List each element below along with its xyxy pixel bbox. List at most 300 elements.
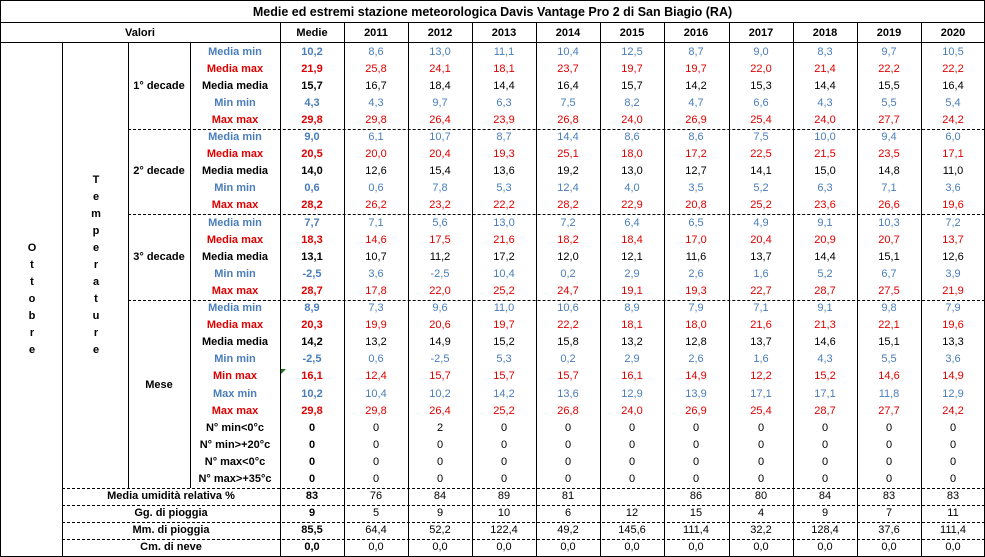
- year-value: 12,4: [365, 370, 387, 383]
- year-value: 0: [436, 455, 444, 468]
- year-value: 14,2: [685, 79, 707, 92]
- year-value: 12: [625, 507, 639, 520]
- year-value: 13,0: [493, 216, 515, 229]
- year-value: 13,7: [750, 336, 772, 349]
- row-label: Media media: [201, 79, 269, 92]
- row-label: Max min: [212, 387, 257, 400]
- year-value: 18,0: [685, 319, 707, 332]
- year-value: 12,4: [557, 182, 579, 195]
- year-value: 12,8: [685, 336, 707, 349]
- year-value: 7,2: [945, 216, 961, 229]
- year-value: 7,5: [560, 96, 576, 109]
- grid-line: [857, 22, 858, 556]
- year-value: 26,8: [557, 404, 579, 417]
- year-value: 3,5: [688, 182, 704, 195]
- group-label: Mese: [145, 378, 173, 391]
- year-value: 2,9: [624, 353, 640, 366]
- year-value: 17,2: [493, 250, 515, 263]
- year-value: 19,6: [942, 199, 964, 212]
- year-value: 0: [628, 455, 636, 468]
- group-label: 1° decade: [133, 79, 185, 92]
- year-value: 0: [885, 438, 893, 451]
- section-letter: e: [92, 242, 100, 254]
- row-label: Max max: [211, 404, 259, 417]
- year-value: 23,5: [878, 148, 900, 161]
- year-value: 21,3: [814, 319, 836, 332]
- year-value: 2,6: [688, 267, 704, 280]
- year-value: 9,8: [881, 302, 897, 315]
- year-value: 0,0: [432, 541, 448, 554]
- year-value: 25,4: [750, 404, 772, 417]
- year-value: 14,2: [493, 387, 515, 400]
- year-value: 20,4: [750, 233, 772, 246]
- year-value: 22,2: [942, 62, 964, 75]
- summary-label: Mm. di pioggia: [132, 524, 210, 537]
- year-value: 0: [500, 473, 508, 486]
- year-value: 10: [497, 507, 511, 520]
- year-value: 12,5: [621, 45, 643, 58]
- year-value: 10,7: [429, 131, 451, 144]
- year-value: 76: [369, 490, 383, 503]
- year-value: 17,5: [429, 233, 451, 246]
- header-year: 2017: [748, 26, 774, 39]
- year-value: 12,9: [942, 387, 964, 400]
- year-value: 15,7: [493, 370, 515, 383]
- year-value: 11,1: [493, 45, 515, 58]
- medie-value: 4,3: [304, 96, 320, 109]
- year-value: 29,8: [365, 113, 387, 126]
- year-value: 0: [500, 421, 508, 434]
- year-value: 89: [497, 490, 511, 503]
- year-value: 11,8: [878, 387, 900, 400]
- medie-value: 0: [308, 438, 316, 451]
- year-value: 24,2: [942, 404, 964, 417]
- year-value: 11,6: [685, 250, 707, 263]
- year-value: 0: [949, 421, 957, 434]
- medie-value: 10,2: [301, 387, 323, 400]
- grid-dash: [62, 505, 985, 506]
- grid-line: [600, 22, 601, 556]
- year-value: 122,4: [490, 524, 518, 537]
- row-label: Min max: [212, 370, 257, 383]
- year-value: 15,3: [750, 79, 772, 92]
- medie-value: 18,3: [301, 233, 323, 246]
- year-value: 8,6: [688, 131, 704, 144]
- year-value: 0: [757, 421, 765, 434]
- year-value: 24,0: [814, 113, 836, 126]
- year-value: 3,6: [945, 182, 961, 195]
- year-value: 9,7: [881, 45, 897, 58]
- year-value: 15: [689, 507, 703, 520]
- year-value: 0: [436, 438, 444, 451]
- year-value: 2,9: [624, 267, 640, 280]
- medie-value: 0: [308, 421, 316, 434]
- month-letter: o: [28, 293, 36, 305]
- row-label: Media max: [206, 319, 264, 332]
- year-value: 7,1: [368, 216, 384, 229]
- year-value: 18,4: [429, 79, 451, 92]
- year-value: 64,4: [365, 524, 387, 537]
- medie-value: 0: [308, 473, 316, 486]
- year-value: 7,1: [753, 302, 769, 315]
- year-value: 12,7: [685, 165, 707, 178]
- year-value: 23,2: [429, 199, 451, 212]
- medie-value: 28,2: [301, 199, 323, 212]
- header-year: 2013: [491, 26, 517, 39]
- grid-line: [0, 0, 985, 1]
- year-value: 18,2: [557, 233, 579, 246]
- group-label: 3° decade: [133, 250, 185, 263]
- grid-line: [793, 22, 794, 556]
- year-value: 7,2: [560, 216, 576, 229]
- header-year: 2014: [555, 26, 581, 39]
- year-value: 32,2: [750, 524, 772, 537]
- year-value: 25,1: [557, 148, 579, 161]
- year-value: 49,2: [557, 524, 579, 537]
- month-letter: t: [30, 276, 34, 288]
- year-value: 14,4: [814, 250, 836, 263]
- year-value: 0,0: [624, 541, 640, 554]
- row-label: Media min: [208, 302, 262, 315]
- grid-line: [0, 0, 1, 556]
- year-value: 22,1: [878, 319, 900, 332]
- year-value: 12,6: [942, 250, 964, 263]
- grid-line: [190, 42, 191, 488]
- grid-line: [0, 22, 985, 23]
- page-title: Medie ed estremi stazione meteorologica Davis Vantage Pro 2 di San Biagio (RA): [252, 4, 733, 19]
- year-value: 22,2: [878, 62, 900, 75]
- grid-dash: [62, 488, 985, 489]
- year-value: 24,0: [621, 113, 643, 126]
- year-value: 3,9: [945, 267, 961, 280]
- year-value: 4,9: [753, 216, 769, 229]
- year-value: 23,6: [814, 199, 836, 212]
- row-label: Media min: [208, 131, 262, 144]
- year-value: 0: [821, 438, 829, 451]
- year-value: 5,3: [496, 353, 512, 366]
- year-value: 0: [372, 473, 380, 486]
- year-value: 0: [757, 473, 765, 486]
- year-value: 0,0: [496, 541, 512, 554]
- year-value: 0: [628, 438, 636, 451]
- year-value: 5,5: [881, 96, 897, 109]
- year-value: 1,6: [753, 353, 769, 366]
- year-value: 145,6: [618, 524, 646, 537]
- grid-dash: [128, 129, 985, 130]
- year-value: 12,0: [557, 250, 579, 263]
- year-value: 0: [628, 473, 636, 486]
- year-value: 24,0: [621, 404, 643, 417]
- row-label: N° max<0°c: [204, 455, 266, 468]
- year-value: [600, 488, 664, 505]
- year-value: 52,2: [429, 524, 451, 537]
- year-value: 5,2: [753, 182, 769, 195]
- year-value: 7,5: [753, 131, 769, 144]
- year-value: 83: [946, 490, 960, 503]
- year-value: 2,6: [688, 353, 704, 366]
- year-value: 16,4: [557, 79, 579, 92]
- year-value: 0: [564, 438, 572, 451]
- month-letter: b: [28, 310, 36, 322]
- year-value: 8,7: [496, 131, 512, 144]
- year-value: 0,2: [560, 267, 576, 280]
- year-value: 6,5: [688, 216, 704, 229]
- year-value: 0: [372, 438, 380, 451]
- year-value: 15,7: [557, 370, 579, 383]
- row-label: Media max: [206, 233, 264, 246]
- year-value: 25,8: [365, 62, 387, 75]
- year-value: 14,9: [685, 370, 707, 383]
- year-value: 8,6: [624, 131, 640, 144]
- year-value: 13,3: [942, 336, 964, 349]
- row-label: Min min: [214, 267, 256, 280]
- year-value: 0: [500, 438, 508, 451]
- section-letter: e: [92, 191, 100, 203]
- year-value: 2: [436, 421, 444, 434]
- year-value: 15,2: [493, 336, 515, 349]
- section-letter: r: [93, 327, 99, 339]
- group-label: 2° decade: [133, 165, 185, 178]
- year-value: 15,2: [814, 370, 836, 383]
- year-value: 86: [689, 490, 703, 503]
- year-value: 0: [692, 421, 700, 434]
- year-value: 14,4: [814, 79, 836, 92]
- year-value: 16,1: [621, 370, 643, 383]
- year-value: 8,6: [368, 45, 384, 58]
- year-value: 21,6: [750, 319, 772, 332]
- year-value: 13,0: [429, 45, 451, 58]
- year-value: 5,2: [817, 267, 833, 280]
- year-value: 20,7: [878, 233, 900, 246]
- year-value: 17,0: [685, 233, 707, 246]
- grid-line: [344, 22, 345, 556]
- year-value: 0: [821, 421, 829, 434]
- year-value: 0: [757, 455, 765, 468]
- medie-value: 8,9: [304, 302, 320, 315]
- medie-value: 20,3: [301, 319, 323, 332]
- year-value: 15,4: [429, 165, 451, 178]
- year-value: 13,2: [621, 336, 643, 349]
- month-letter: r: [29, 327, 35, 339]
- year-value: 111,4: [683, 524, 709, 537]
- medie-value: 7,7: [304, 216, 320, 229]
- year-value: 11,0: [942, 165, 964, 178]
- medie-value: 13,1: [301, 250, 323, 263]
- year-value: 14,9: [429, 336, 451, 349]
- year-value: 81: [561, 490, 575, 503]
- medie-value: 16,1: [301, 370, 323, 383]
- year-value: 12,6: [365, 165, 387, 178]
- grid-line: [536, 22, 537, 556]
- year-value: 0: [436, 473, 444, 486]
- year-value: 28,2: [557, 199, 579, 212]
- year-value: 4,7: [688, 96, 704, 109]
- year-value: 14,6: [365, 233, 387, 246]
- year-value: 0,2: [560, 353, 576, 366]
- year-value: 26,2: [365, 199, 387, 212]
- year-value: 21,5: [814, 148, 836, 161]
- year-value: 0,0: [881, 541, 897, 554]
- year-value: 26,4: [429, 113, 451, 126]
- year-value: -2,5: [430, 353, 450, 366]
- year-value: 0: [372, 455, 380, 468]
- year-value: 6,6: [753, 96, 769, 109]
- year-value: 14,6: [878, 370, 900, 383]
- section-letter: r: [93, 259, 99, 271]
- medie-value: -2,5: [302, 353, 322, 366]
- year-value: 80: [754, 490, 768, 503]
- year-value: 8,7: [688, 45, 704, 58]
- year-value: 22,2: [557, 319, 579, 332]
- year-value: 8,2: [624, 96, 640, 109]
- year-value: 84: [433, 490, 447, 503]
- year-value: 22,7: [750, 284, 772, 297]
- medie-value: 28,7: [301, 284, 323, 297]
- year-value: 19,7: [685, 62, 707, 75]
- year-value: 20,4: [429, 148, 451, 161]
- year-value: 3,6: [368, 267, 384, 280]
- year-value: 13,6: [493, 165, 515, 178]
- year-value: 18,1: [493, 62, 515, 75]
- header-year: 2016: [683, 26, 709, 39]
- year-value: 0: [885, 421, 893, 434]
- grid-line: [729, 22, 730, 556]
- row-label: Min min: [214, 96, 256, 109]
- year-value: 6,3: [817, 182, 833, 195]
- year-value: 6: [564, 507, 572, 520]
- medie-value: 85,5: [301, 524, 323, 537]
- year-value: 10,7: [365, 250, 387, 263]
- year-value: 20,6: [429, 319, 451, 332]
- year-value: 10,3: [878, 216, 900, 229]
- year-value: 0: [885, 455, 893, 468]
- row-label: Media media: [201, 250, 269, 263]
- year-value: 15,1: [878, 336, 900, 349]
- row-label: Media media: [201, 336, 269, 349]
- year-value: 21,6: [493, 233, 515, 246]
- year-value: 0,0: [753, 541, 769, 554]
- year-value: 26,6: [878, 199, 900, 212]
- year-value: 14,6: [814, 336, 836, 349]
- medie-value: 29,8: [301, 113, 323, 126]
- year-value: 0: [821, 473, 829, 486]
- year-value: 8,9: [624, 302, 640, 315]
- year-value: 25,2: [493, 404, 515, 417]
- year-value: 0: [628, 421, 636, 434]
- year-value: 7,9: [688, 302, 704, 315]
- year-value: 4,3: [817, 96, 833, 109]
- year-value: 22,5: [750, 148, 772, 161]
- year-value: 22,0: [750, 62, 772, 75]
- medie-value: 0,0: [304, 541, 320, 554]
- year-value: 0,6: [368, 182, 384, 195]
- year-value: 5,5: [881, 353, 897, 366]
- grid-line: [408, 22, 409, 556]
- year-value: 27,5: [878, 284, 900, 297]
- year-value: 9,4: [881, 131, 897, 144]
- year-value: 111,4: [940, 524, 966, 537]
- row-label: N° max>+35°c: [198, 473, 272, 486]
- section-letter: T: [92, 174, 100, 186]
- year-value: 0: [692, 455, 700, 468]
- year-value: 0,0: [945, 541, 961, 554]
- header-year: 2019: [876, 26, 902, 39]
- year-value: 17,8: [365, 284, 387, 297]
- year-value: 15,7: [429, 370, 451, 383]
- year-value: 24,2: [942, 113, 964, 126]
- year-value: 0,0: [368, 541, 384, 554]
- header-valori: Valori: [125, 26, 155, 39]
- year-value: 10,2: [429, 387, 451, 400]
- year-value: 26,8: [557, 113, 579, 126]
- year-value: 0: [757, 438, 765, 451]
- year-value: 19,1: [621, 284, 643, 297]
- year-value: 0: [564, 455, 572, 468]
- year-value: 19,7: [621, 62, 643, 75]
- year-value: 22,0: [429, 284, 451, 297]
- year-value: 19,6: [942, 319, 964, 332]
- year-value: 21,9: [942, 284, 964, 297]
- year-value: 17,1: [942, 148, 964, 161]
- month-label: [22, 240, 42, 359]
- year-value: 25,4: [750, 113, 772, 126]
- medie-value: 0: [308, 455, 316, 468]
- grid-dash: [128, 300, 985, 301]
- row-label: Min min: [214, 353, 256, 366]
- year-value: 14,9: [942, 370, 964, 383]
- year-value: 13,7: [750, 250, 772, 263]
- row-label: Media max: [206, 62, 264, 75]
- year-value: 128,4: [811, 524, 839, 537]
- year-value: 5,3: [496, 182, 512, 195]
- month-letter: O: [27, 242, 37, 254]
- year-value: 20,8: [685, 199, 707, 212]
- year-value: 14,4: [493, 79, 515, 92]
- year-value: -2,5: [430, 267, 450, 280]
- year-value: 13,0: [621, 165, 643, 178]
- year-value: 26,9: [685, 404, 707, 417]
- year-value: 22,9: [621, 199, 643, 212]
- year-value: 17,1: [750, 387, 772, 400]
- grid-line: [472, 22, 473, 556]
- year-value: 27,7: [878, 113, 900, 126]
- year-value: 15,5: [878, 79, 900, 92]
- year-value: 4,0: [624, 182, 640, 195]
- year-value: 20,0: [365, 148, 387, 161]
- year-value: 13,6: [557, 387, 579, 400]
- year-value: 0: [500, 455, 508, 468]
- medie-value: 83: [305, 490, 319, 503]
- year-value: 17,1: [814, 387, 836, 400]
- section-letter: u: [92, 310, 100, 322]
- year-value: 6,0: [945, 131, 961, 144]
- medie-value: 9,0: [304, 131, 320, 144]
- year-value: 0: [821, 455, 829, 468]
- section-letter: m: [91, 208, 101, 220]
- year-value: 29,8: [365, 404, 387, 417]
- section-letter: e: [92, 344, 100, 356]
- year-value: 19,3: [493, 148, 515, 161]
- grid-line: [0, 42, 985, 43]
- grid-line: [280, 22, 281, 556]
- section-letter: p: [92, 225, 100, 237]
- medie-value: 29,8: [301, 404, 323, 417]
- header-year: 2012: [427, 26, 453, 39]
- year-value: 0: [372, 421, 380, 434]
- grid-dash: [62, 539, 985, 540]
- grid-dash: [62, 522, 985, 523]
- grid-dash: [128, 214, 985, 215]
